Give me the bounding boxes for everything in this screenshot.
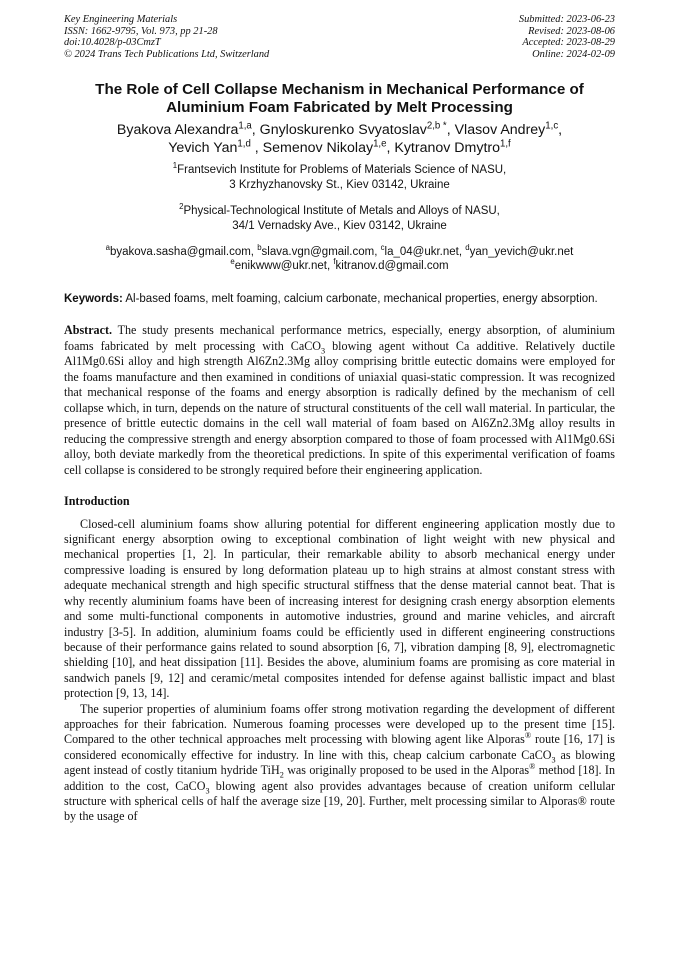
abstract-section — [64, 323, 615, 478]
email-line-2 — [64, 259, 615, 274]
author-name: Vlasov Andrey — [454, 122, 546, 139]
author-affiliation-mark: 1,c — [545, 120, 559, 132]
registered-mark: ® — [529, 762, 536, 772]
author-affiliation-mark: 1,a — [238, 120, 252, 132]
paragraph-text: route [16, 17] is considered economically effective for industry. In line with this, cheap calcium carbonate CaCO — [64, 732, 615, 762]
email-line-1 — [64, 242, 615, 260]
email-mark: b — [257, 242, 262, 252]
author-affiliation-mark: 2,b * — [426, 120, 447, 132]
author-separator: , — [386, 140, 395, 157]
email-mark: e — [230, 257, 235, 267]
abstract-label: Abstract. — [64, 323, 113, 338]
date-revised: Revised: 2023-08-06 — [528, 25, 615, 37]
author-affiliation-mark: 1,e — [373, 138, 387, 150]
journal-header — [64, 14, 615, 60]
author-name: Gnyloskurenko Svyatoslav — [259, 122, 427, 139]
author-name: Byakova Alexandra — [116, 122, 239, 139]
keywords-section — [64, 292, 615, 307]
author-affiliation-mark: 1,f — [500, 138, 511, 150]
affiliation-address: 34/1 Vernadsky Ave., Kiev 03142, Ukraine — [232, 219, 447, 232]
affiliation-2 — [64, 204, 615, 234]
subscript: 3 — [321, 346, 326, 356]
author-emails — [64, 242, 615, 275]
paragraph-text: blowing agent also provides advantages because of creation uniform cellular structure with spherical cells of half the average size [19, 20]. Further, melt processing similar to Alporas® route by the usage of — [64, 778, 615, 824]
keywords-label: Keywords: — [64, 293, 123, 306]
paragraph-text: method [18]. In addition to the cost, CaCO — [64, 763, 616, 793]
journal-name: Key Engineering Materials — [64, 14, 178, 25]
email-mark: d — [465, 242, 470, 252]
author-separator: , — [251, 122, 260, 139]
author-list — [64, 121, 615, 157]
email-address[interactable]: la_04@ukr.net, — [384, 245, 466, 258]
abstract-text: blowing agent without Ca additive. Relatively ductile Al1Mg0.6Si alloy and high strength Al6Zn2.3Mg alloy comprising brittle eutectic domains were employed for the foams manufacture and then examined in conditions of uniaxial quasi-static compression. It was recognized that mechanical response of the foams and energy absorption is radically defined by the mechanism of cell collapse which, in turn, depends on the nature of structural constituents of the cell wall material. In particular, the presence of brittle eutectic domains in the cell wall material of foam based on Al6Zn2.3Mg alloy results in reducing the compressive strength and energy absorption compared to those of foam processed with Al1Mg0.6Si alloy, both deviate markedly from the theoretical predictions. In spite of this experimental verification of foams cell collapse is considered to be strongly required before their engineering application. — [64, 338, 615, 477]
author-line-1 — [64, 121, 615, 139]
author-separator: , — [446, 122, 455, 139]
author-separator: , — [558, 122, 563, 139]
date-online: Online: 2024-02-09 — [532, 48, 615, 60]
keywords-text: Al-based foams, melt foaming, calcium carbonate, mechanical properties, energy absorption. — [122, 293, 598, 306]
author-name: Yevich Yan — [168, 140, 238, 157]
affiliation-institute: Frantsevich Institute for Problems of Materials Science of NASU, — [177, 164, 507, 177]
affiliation-mark: 1 — [172, 161, 178, 171]
paragraph-text: was originally proposed to be used in the Alporas — [283, 763, 530, 778]
email-mark: f — [333, 257, 336, 267]
abstract-text: The study presents mechanical performance metrics, especially, energy absorption, of aluminium foams fabricated by melt processing with CaCO — [64, 323, 615, 353]
intro-paragraph-1: Closed-cell aluminium foams show alluring potential for different engineering application mostly due to significant energy absorption owing to exceptional combination of light weight with new physical and mechanical properties [1, 2]. In particular, their remarkable ability to absorb mechanical energy under compressive loading is ensured by long deformation plateau up to high strains at almost constant stress with adequate mechanical strength and high specific structural stiffness that the dense material cannot beat. That is why recently aluminium foams have been of increasing interest for designing crash energy absorption elements and some multi-functional components in automotive industries, ground and marine vehicles, and aircraft industry [3-5]. In addition, aluminium foams could be efficiently used in different engineering constructions because of their performance gains related to sound absorption [6, 7], vibration damping [8, 9], electromagnetic shielding [10], and heat dissipation [11]. Besides the above, aluminium foams are promising as core material in sandwich panels [9, 12] and ceramic/metal composites intended for defense against ballistic impact and blast protection [9, 13, 14]. — [64, 516, 615, 701]
title-line-2: Aluminium Foam Fabricated by Melt Processing — [166, 99, 513, 117]
affiliation-institute: Physical-Technological Institute of Metals and Alloys of NASU, — [183, 204, 500, 217]
subscript: 3 — [205, 785, 210, 795]
journal-doi: doi:10.4028/p-03CmzT — [64, 37, 161, 49]
affiliation-address: 3 Krzhyzhanovsky St., Kiev 03142, Ukraine — [229, 179, 450, 192]
title-line-1: The Role of Cell Collapse Mechanism in Mechanical Performance of — [95, 81, 584, 99]
email-address[interactable]: kitranov.d@gmail.com — [335, 260, 449, 273]
submission-dates — [519, 14, 615, 60]
registered-mark: ® — [524, 731, 532, 741]
subscript: 2 — [279, 770, 284, 780]
author-affiliation-mark: 1,d — [237, 138, 251, 150]
author-line-2 — [64, 139, 615, 157]
paragraph-text: as blowing agent instead of costly titanium hydride TiH — [64, 747, 616, 778]
section-heading-introduction: Introduction — [64, 494, 130, 509]
email-address[interactable]: yan_yevich@ukr.net — [469, 245, 574, 258]
affiliation-line — [64, 163, 615, 178]
affiliation-1 — [64, 163, 615, 193]
email-address[interactable]: enikwww@ukr.net, — [234, 260, 334, 273]
paper-title — [64, 81, 615, 117]
date-accepted: Accepted: 2023-08-29 — [522, 37, 615, 49]
affiliation-line — [64, 204, 615, 219]
author-separator: , — [250, 140, 263, 157]
email-mark: c — [380, 242, 385, 252]
journal-info — [64, 14, 269, 60]
intro-paragraph-2 — [64, 702, 615, 825]
paragraph-text: The superior properties of aluminium foams offer strong motivation regarding the development of different approaches for their fabrication. Numerous foaming processes were developed up to the present time [15]. Compared to the other technical approaches melt processing with blowing agent like Alporas — [64, 701, 615, 747]
email-mark: a — [105, 242, 110, 252]
journal-issn: ISSN: 1662-9795, Vol. 973, pp 21-28 — [64, 25, 218, 37]
email-address[interactable]: byakova.sasha@gmail.com, — [110, 245, 258, 258]
paper-page — [64, 14, 615, 825]
date-submitted: Submitted: 2023-06-23 — [518, 14, 615, 25]
email-address[interactable]: slava.vgn@gmail.com, — [261, 245, 381, 258]
affiliation-mark: 2 — [179, 202, 184, 212]
journal-copyright: © 2024 Trans Tech Publications Ltd, Switzerland — [64, 48, 270, 60]
author-name: Kytranov Dmytro — [394, 140, 501, 157]
author-name: Semenov Nikolay — [262, 140, 374, 157]
subscript: 3 — [551, 755, 556, 765]
